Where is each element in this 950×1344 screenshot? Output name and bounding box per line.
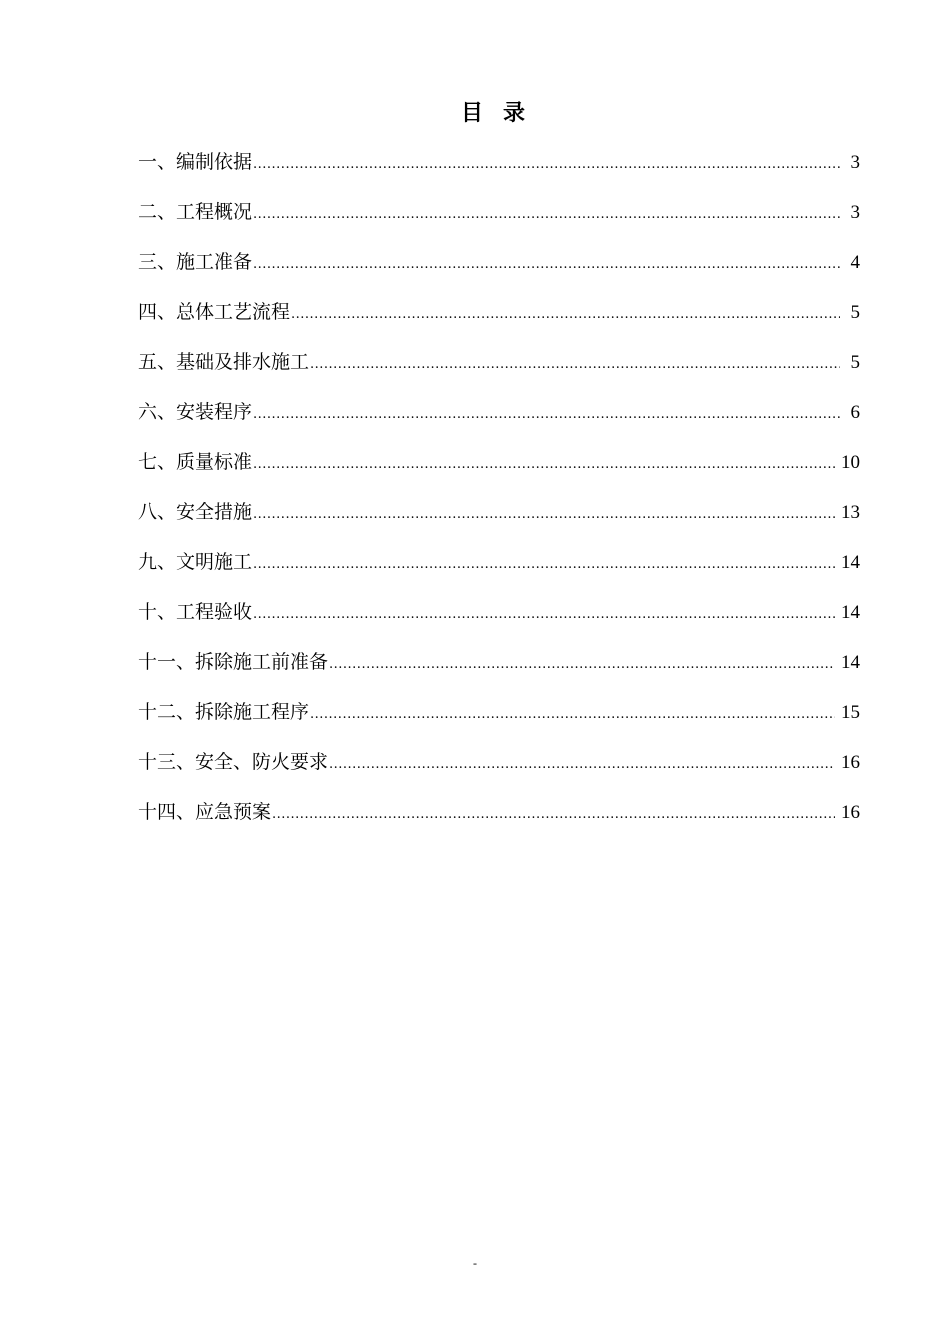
toc-entry-9[interactable] (138, 548, 860, 598)
toc-entry-4[interactable] (138, 298, 860, 348)
toc-entry-label: 十三、安全、防火要求 (138, 751, 329, 773)
toc-entry-label: 四、总体工艺流程 (138, 301, 291, 323)
toc-entry-label: 五、基础及排水施工 (138, 351, 310, 373)
page-title: 目录 (460, 100, 545, 126)
toc-entry-label: 二、工程概况 (138, 201, 253, 223)
toc-dot-leader (310, 351, 840, 379)
toc-entry-label: 九、文明施工 (138, 551, 253, 573)
toc-dot-leader (291, 301, 840, 329)
toc-page-number: 5 (850, 352, 860, 373)
toc-dot-leader (253, 201, 840, 229)
toc-entry-label: 十、工程验收 (138, 601, 253, 623)
toc-entry-6[interactable] (138, 398, 860, 448)
toc-dot-leader (253, 401, 840, 429)
toc-dot-leader (253, 501, 835, 529)
toc-dot-leader (253, 551, 835, 579)
toc-entry-label: 十二、拆除施工程序 (138, 701, 310, 723)
toc-page-number: 14 (841, 552, 860, 573)
toc-dot-leader (253, 601, 835, 629)
toc-entry-label: 三、施工准备 (138, 251, 253, 273)
toc-page-number: 14 (841, 652, 860, 673)
toc-dot-leader (253, 151, 840, 179)
toc-dot-leader (272, 801, 835, 829)
toc-page-number: 14 (841, 602, 860, 623)
toc-entry-14[interactable] (138, 798, 860, 848)
table-of-contents (138, 148, 860, 848)
toc-entry-label: 八、安全措施 (138, 501, 253, 523)
toc-page-number: 6 (850, 402, 860, 423)
toc-entry-label: 十四、应急预案 (138, 801, 272, 823)
toc-page-number: 16 (841, 802, 860, 823)
toc-entry-2[interactable] (138, 198, 860, 248)
toc-page-number: 16 (841, 752, 860, 773)
toc-dot-leader (329, 751, 835, 779)
toc-dot-leader (310, 701, 835, 729)
toc-entry-10[interactable] (138, 598, 860, 648)
toc-page-number: 13 (841, 502, 860, 523)
toc-page-number: 10 (841, 452, 860, 473)
toc-entry-12[interactable] (138, 698, 860, 748)
toc-entry-label: 六、安装程序 (138, 401, 253, 423)
toc-entry-1[interactable] (138, 148, 860, 198)
toc-entry-11[interactable] (138, 648, 860, 698)
toc-entry-5[interactable] (138, 348, 860, 398)
toc-page-number: 3 (850, 152, 860, 173)
toc-entry-label: 七、质量标准 (138, 451, 253, 473)
toc-entry-8[interactable] (138, 498, 860, 548)
toc-page-number: 4 (850, 252, 860, 273)
toc-entry-label: 十一、拆除施工前准备 (138, 651, 329, 673)
toc-entry-label: 一、编制依据 (138, 151, 253, 173)
toc-page-number: 5 (850, 302, 860, 323)
toc-dot-leader (253, 251, 840, 279)
toc-entry-13[interactable] (138, 748, 860, 798)
toc-page-number: 3 (850, 202, 860, 223)
toc-page-number: 15 (841, 702, 860, 723)
toc-entry-7[interactable] (138, 448, 860, 498)
page-footer-mark: - (473, 1256, 477, 1270)
toc-dot-leader (253, 451, 835, 479)
toc-dot-leader (329, 651, 835, 679)
toc-entry-3[interactable] (138, 248, 860, 298)
